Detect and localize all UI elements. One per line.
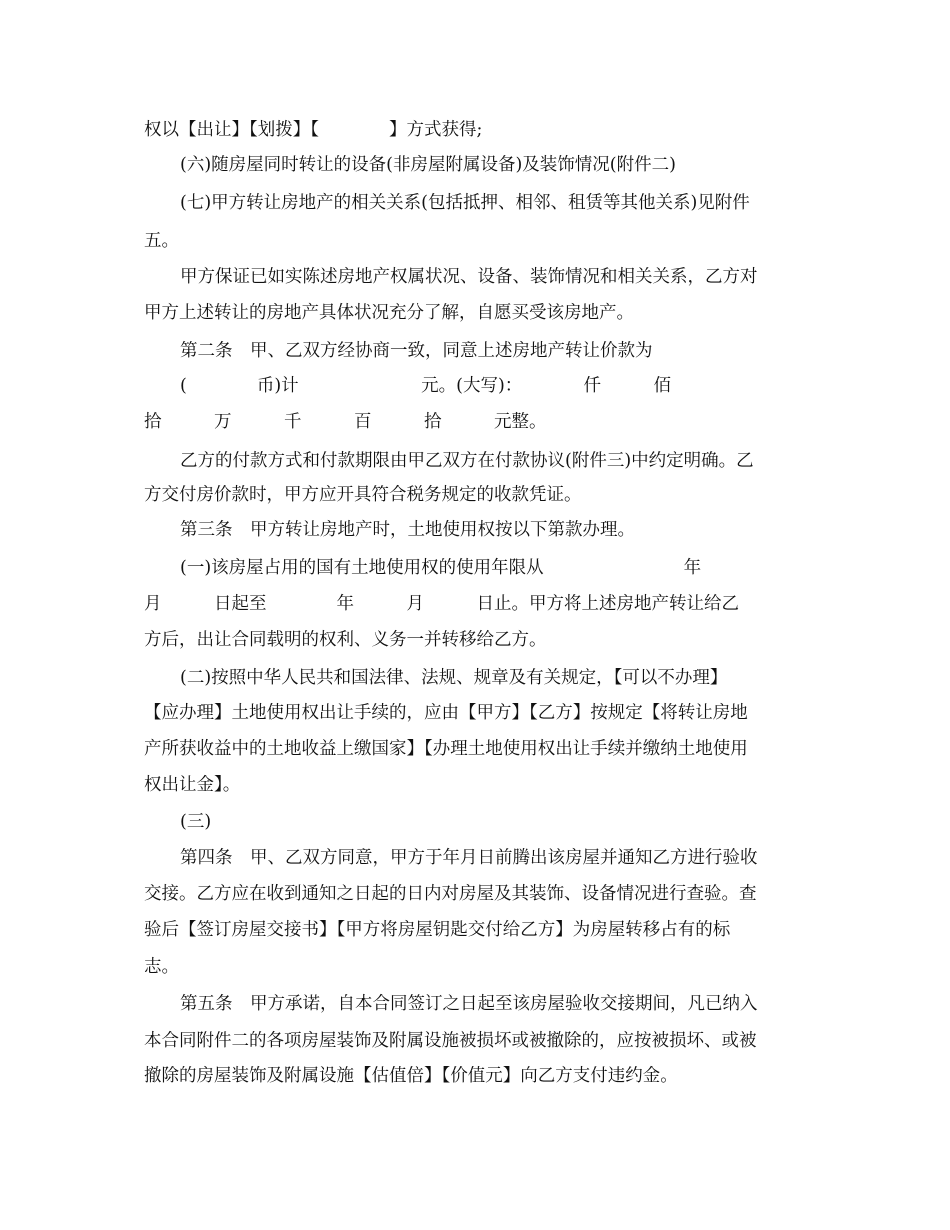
text-line: 【应办理】土地使用权出让手续的，应由【甲方】【乙方】按规定【将转让房地 xyxy=(144,703,748,723)
text-line: 交接。乙方应在收到通知之日起的日内对房屋及其装饰、设备情况进行查验。查 xyxy=(144,884,757,904)
text-line: 产所获收益中的土地收益上缴国家】【办理土地使用权出让手续并缴纳土地使用 xyxy=(144,739,748,759)
text-line: 本合同附件二的各项房屋装饰及附属设施被损坏或被撤除的，应按被损坏、或被 xyxy=(144,1031,757,1051)
text-line: 乙方的付款方式和付款期限由甲乙双方在付款协议(附件三)中约定明确。乙 xyxy=(180,451,754,471)
text-line: ( 币)计 元。(大写)： 仟 佰 xyxy=(180,376,672,396)
text-line: 第五条 甲方承诺，自本合同签订之日起至该房屋验收交接期间，凡已纳入 xyxy=(180,994,758,1014)
text-line: (七)甲方转让房地产的相关关系(包括抵押、相邻、租赁等其他关系)见附件 xyxy=(180,193,750,213)
text-line: 方后，出让合同载明的权利、义务一并转移给乙方。 xyxy=(144,630,547,650)
text-line: 验后【签订房屋交接书】【甲方将房屋钥匙交付给乙方】为房屋转移占有的标 xyxy=(144,920,731,940)
text-line: 撤除的房屋装饰及附属设施【估值倍】【价值元】向乙方支付违约金。 xyxy=(144,1066,678,1086)
text-line: 甲方保证已如实陈述房地产权属状况、设备、装饰情况和相关关系，乙方对 xyxy=(180,267,758,287)
text-line: 五。 xyxy=(144,231,179,251)
text-line: 权出让金】。 xyxy=(144,775,241,795)
text-line: 权以【出让】【划拨】【 】方式获得; xyxy=(144,120,483,140)
text-line: (六)随房屋同时转让的设备(非房屋附属设备)及装饰情况(附件二) xyxy=(180,155,676,175)
text-line: (二)按照中华人民共和国法律、法规、规章及有关规定，【可以不办理】 xyxy=(180,668,728,688)
text-line: 第四条 甲、乙双方同意，甲方于年月日前腾出该房屋并通知乙方进行验收 xyxy=(180,848,758,868)
text-line: 方交付房价款时，甲方应开具符合税务规定的收款凭证。 xyxy=(144,485,582,505)
text-line: 月 日起至 年 月 日止。甲方将上述房地产转让给乙 xyxy=(144,594,739,614)
text-line: 甲方上述转让的房地产具体状况充分了解，自愿买受该房地产。 xyxy=(144,303,634,323)
text-line: 拾 万 千 百 拾 元整。 xyxy=(144,412,547,432)
text-line: 志。 xyxy=(144,957,179,977)
text-line: (一)该房屋占用的国有土地使用权的使用年限从 年 xyxy=(180,558,702,578)
text-line: 第二条 甲、乙双方经协商一致，同意上述房地产转让价款为 xyxy=(180,341,653,361)
text-line: (三) xyxy=(180,812,212,832)
text-line: 第三条 甲方转让房地产时，土地使用权按以下第款办理。 xyxy=(180,520,635,540)
